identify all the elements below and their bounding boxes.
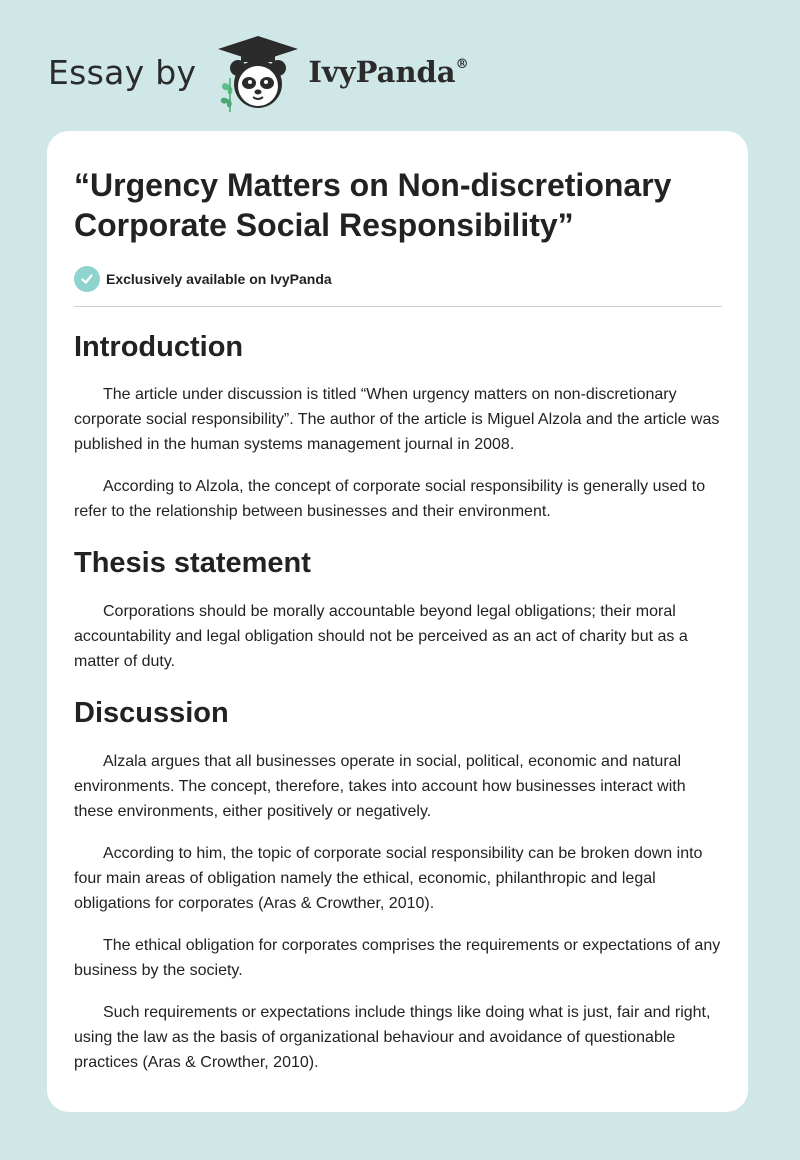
site-header — [48, 30, 469, 114]
article-title: “Urgency Matters on Non-discretionary Corporate Social Responsibility” — [74, 167, 672, 243]
brand-name — [308, 55, 468, 89]
brand-text: IvyPanda — [308, 55, 456, 89]
exclusive-badge — [74, 265, 722, 293]
paragraph: The article under discussion is titled “When urgency matters on non-discretionary corporate social responsibility”. The author of the article is Miguel Alzola and the article was published in the human systems management journal in 2008. — [74, 386, 720, 453]
paragraph: According to him, the topic of corporate social responsibility can be broken down into four main areas of obligation namely the ethical, economic, philanthropic and legal obligations for corporates (Aras & Crowther, 2010). — [74, 845, 703, 912]
section-heading-thesis-statement: Thesis statement — [74, 547, 311, 579]
ivypanda-logo[interactable] — [214, 32, 468, 112]
paragraph: Such requirements or expectations include things like doing what is just, fair and right, using the law as the basis of organizational behaviour and avoidance of questionable practices (Aras & Crowther, 2010). — [74, 1004, 711, 1071]
paragraph: The ethical obligation for corporates comprises the requirements or expectations of any business by the society. — [74, 937, 721, 979]
section-heading-introduction: Introduction — [74, 331, 244, 363]
section-heading-discussion: Discussion — [74, 697, 229, 729]
essay-by-label: Essay by — [48, 52, 197, 92]
panda-graduate-icon — [214, 32, 302, 112]
article-card — [47, 131, 748, 1112]
paragraph: According to Alzola, the concept of corporate social responsibility is generally used to refer to the relationship between businesses and their environment. — [74, 478, 706, 520]
paragraph: Corporations should be morally accountable beyond legal obligations; their moral accountability and legal obligation should not be perceived as an act of charity but as a matter of duty. — [74, 603, 688, 670]
exclusive-badge-text: Exclusively available on IvyPanda — [106, 271, 332, 287]
registered-mark: ® — [455, 57, 469, 72]
divider — [74, 306, 722, 307]
paragraph: Alzala argues that all businesses operate in social, political, economic and natural environments. The concept, therefore, takes into account how businesses interact with these environments, either positively or negatively. — [74, 753, 686, 820]
check-icon — [74, 266, 100, 292]
